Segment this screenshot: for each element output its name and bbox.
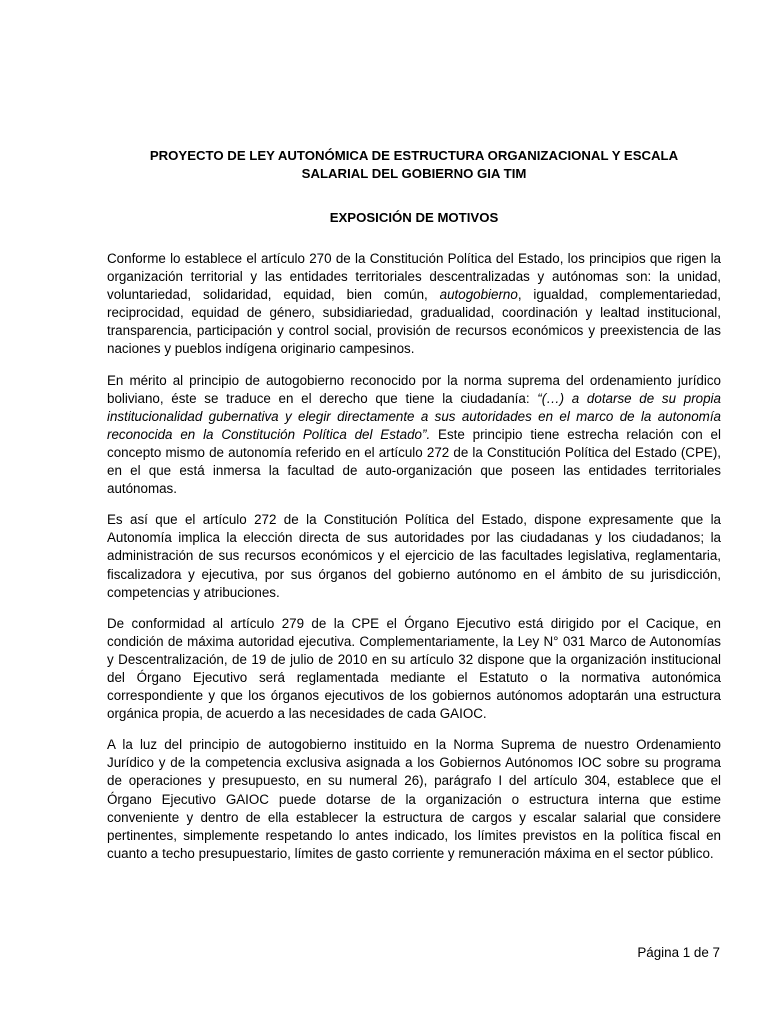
paragraph-3: Es así que el artículo 272 de la Constitución Política del Estado, dispone expresamente que la Autonomía implica la elección directa de sus autoridades por las ciudadanas y los ciudadanos; la administración de sus recursos económicos y el ejercicio de las facultades legislativa, reglamentaria, fiscalizadora y ejecutiva, por sus órganos del gobierno autónomo en el ámbito de su jurisdicción, competencias y atribuciones. (107, 512, 721, 600)
title-line-1: PROYECTO DE LEY AUTONÓMICA DE ESTRUCTURA ORGANIZACIONAL Y ESCALA (149, 148, 679, 163)
page-number-footer: Página 1 de 7 (637, 945, 720, 960)
document-body (107, 250, 721, 876)
document-title (107, 147, 721, 182)
paragraph-2 (107, 372, 721, 499)
paragraph-1 (107, 250, 721, 359)
paragraph-2-text-a: En mérito al principio de autogobierno reconocido por la norma suprema del ordenamiento jurídico boliviano, éste se traduce en el derecho que tiene la ciudadanía: (107, 372, 721, 406)
paragraph-1-text-b: , igualdad, complementariedad, reciprocidad, equidad de género, subsidiariedad, gradualidad, coordinación y lealtad institucional, transparencia, participación y control social, provisión de recursos económicos y preexistencia de las naciones y pueblos indígena originario campesinos. (107, 287, 721, 357)
paragraph-2-quote: “(…) a dotarse de su propia institucionalidad gubernativa y elegir directamente a sus autoridades en el marco de la autonomía reconocida en la Constitución Política del Estado”. (107, 390, 721, 442)
title-line-2: SALARIAL DEL GOBIERNO GIA TIM (301, 165, 527, 181)
paragraph-4: De conformidad al artículo 279 de la CPE el Órgano Ejecutivo está dirigido por el Cacique, en condición de máxima autoridad ejecutiva. Complementariamente, la Ley N° 031 Marco de Autonomías y Descentralización, de 19 de julio de 2010 en su artículo 32 dispone que la organización institucional del Órgano Ejecutivo será reglamentada mediante el Estatuto o la normativa autonómica correspondiente y que los órganos ejecutivos de los gobiernos autónomos adoptarán una estructura orgánica propia, de acuerdo a las necesidades de cada GAIOC. (107, 615, 721, 722)
paragraph-1-italic: autogobierno (439, 287, 518, 303)
paragraph-1-text-a: Conforme lo establece el artículo 270 de la Constitución Política del Estado, los principios que rigen la organización territorial y las entidades territoriales descentralizadas y autónomas son: la unidad, voluntariedad, solidaridad, equidad, bien común, (107, 251, 721, 303)
section-heading: EXPOSICIÓN DE MOTIVOS (329, 210, 499, 225)
paragraph-5: A la luz del principio de autogobierno instituido en la Norma Suprema de nuestro Ordenamiento Jurídico y de la competencia exclusiva asignada a los Gobiernos Autónomos IOC sobre su programa de operaciones y presupuesto, en su numeral 26), parágrafo I del artículo 304, establece que el Órgano Ejecutivo GAIOC puede dotarse de la organización o estructura interna que estime conveniente y dentro de ella establecer la estructura de cargos y escalar salarial que considere pertinentes, simplemente respetando lo antes indicado, los límites previstos en la política fiscal en cuanto a techo presupuestario, límites de gasto corriente y remuneración máxima en el sector público. (107, 737, 721, 861)
paragraph-2-text-b: Este principio tiene estrecha relación con el concepto mismo de autonomía referido en el artículo 272 de la Constitución Política del Estado (CPE), en el que está inmersa la facultad de auto-organización que poseen las entidades territoriales autónomas. (107, 426, 721, 497)
